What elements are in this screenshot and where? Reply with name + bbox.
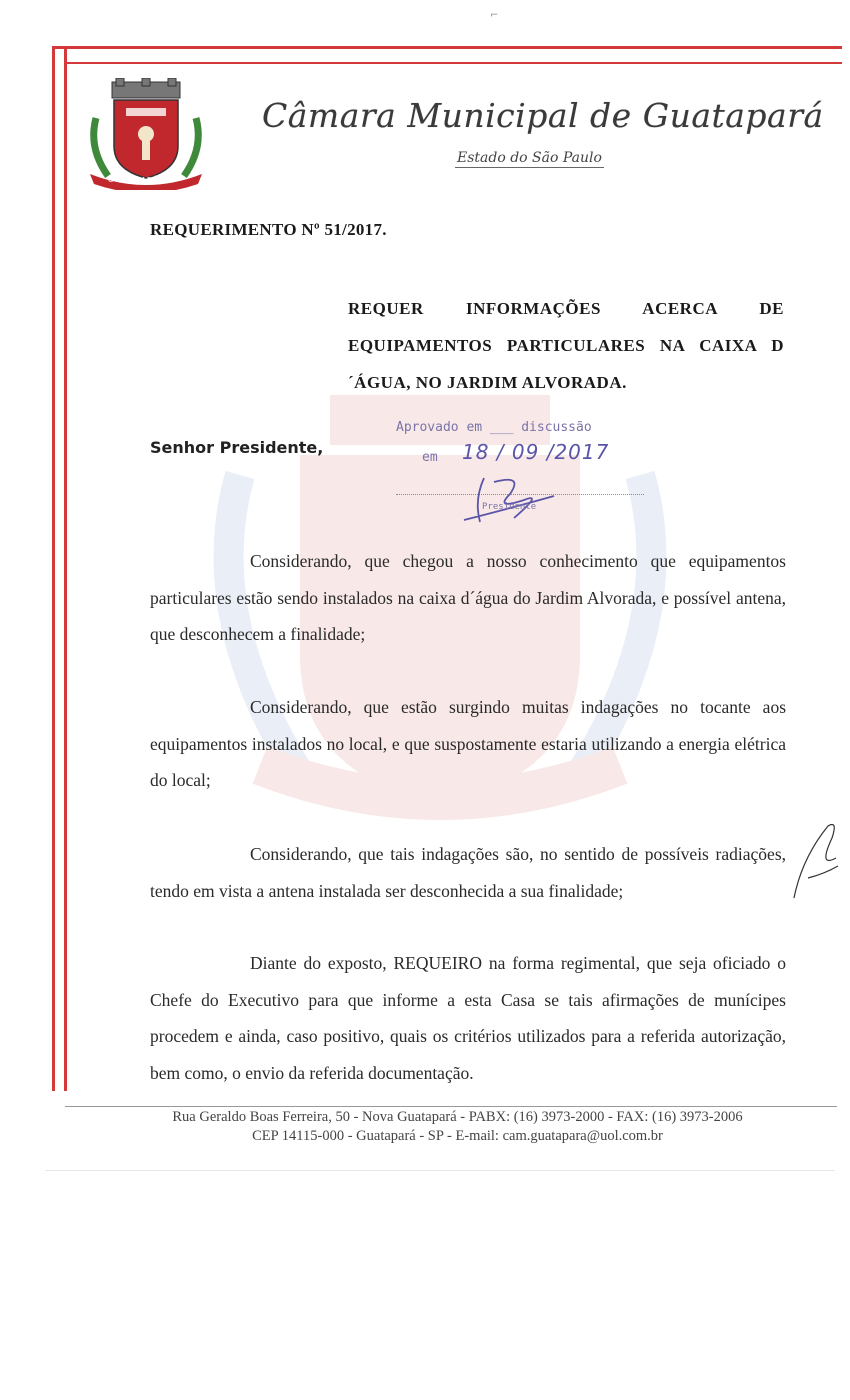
stamp-date-prefix: em	[422, 450, 438, 465]
top-border-line	[52, 46, 842, 49]
left-margin-line-outer	[52, 46, 55, 1091]
paragraph-3: Considerando, que tais indagações são, no sentido de possíveis radiações, tendo em vista a antena instalada ser desconhecida a sua finalidade;	[150, 844, 786, 901]
salutation: Senhor Presidente,	[150, 438, 324, 457]
page-edge-rule	[45, 1170, 835, 1171]
requirement-subject: REQUER INFORMAÇÕES ACERCA DE EQUIPAMENTOS PARTICULARES NA CAIXA D´ÁGUA, NO JARDIM ALVORADA.	[348, 299, 784, 392]
margin-initials-icon	[788, 818, 840, 902]
top-border-line-inner	[66, 62, 842, 64]
municipal-crest-icon	[82, 78, 210, 190]
requirement-number: REQUERIMENTO Nº 51/2017.	[150, 220, 387, 239]
stamp-approved-line: Aprovado em ___ discussão	[396, 420, 592, 435]
paragraph-2: Considerando, que estão surgindo muitas indagações no tocante aos equipamentos instalados no local, e que suspostamente estaria utilizando a energia elétrica do local;	[150, 697, 786, 790]
paragraph-4: Diante do exposto, REQUEIRO na forma regimental, que seja oficiado o Chefe do Executivo para que informe a esta Casa se tais afirmações de munícipes procedem e ainda, caso positivo, quais os critérios utilizados para a referida autorização, bem como, o envio da referida documentação.	[150, 953, 786, 1083]
stamp-handwritten-date: 18 / 09 /2017	[462, 440, 610, 464]
crest-motto: GUATAPARÁ	[108, 176, 159, 184]
institution-title: Câmara Municipal de Guatapará	[262, 96, 824, 135]
left-margin-line-inner	[64, 46, 67, 1091]
paragraph-1: Considerando, que chegou a nosso conhecimento que equipamentos particulares estão sendo instalados na caixa d´água do Jardim Alvorada, e possível antena, que desconhecem a finalidade;	[150, 551, 786, 644]
institution-subtitle: Estado do São Paulo	[457, 150, 602, 166]
president-signature-icon	[454, 470, 564, 530]
footer-contact: CEP 14115-000 - Guatapará - SP - E-mail: cam.guatapara@uol.com.br	[252, 1128, 663, 1144]
scan-mark: ⌐	[490, 10, 499, 21]
approval-stamp	[392, 418, 672, 528]
stamp-president-label: Presidente	[482, 502, 537, 512]
footer-rule	[65, 1106, 837, 1107]
footer-address: Rua Geraldo Boas Ferreira, 50 - Nova Guatapará - PABX: (16) 3973-2000 - FAX: (16) 3973-2006	[172, 1109, 743, 1125]
